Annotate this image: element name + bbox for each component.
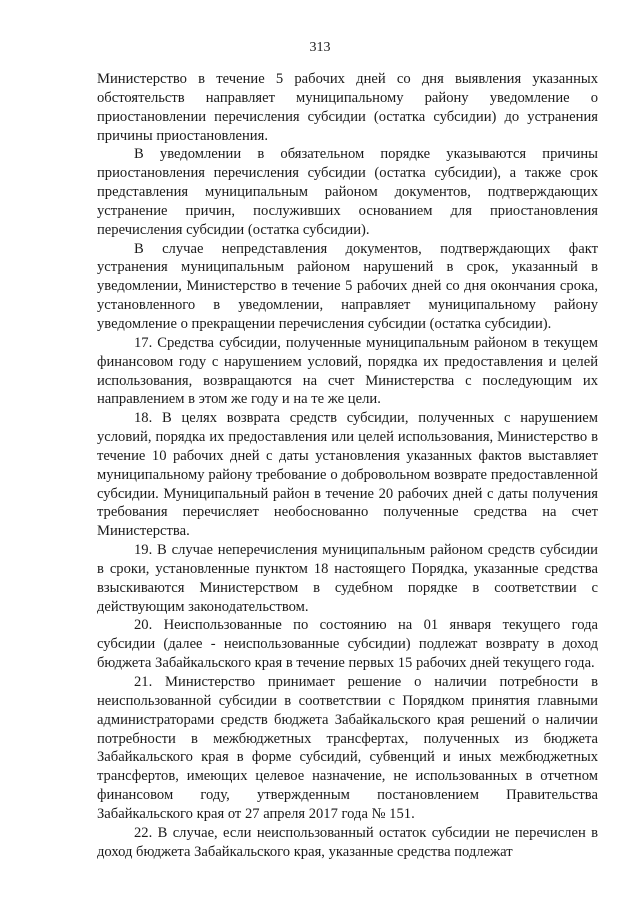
page-number: 313 <box>309 40 331 55</box>
paragraph-termination-notice: В случае непредставления документов, подтверждающих факт устранения муниципальным районом нарушений в срок, указанный в уведомлении, Министерство в течение 5 рабочих дней со дня окончания срока, установленного в уведомлении, направляет муниципальному району уведомление о прекращении перечисления субсидии (остатка субсидии). <box>97 240 598 332</box>
paragraph-item-17: 17. Средства субсидии, полученные муниципальным районом в текущем финансовом году с нарушением условий, порядка их предоставления и целей использования, возвращаются на счет Министерства с последующим их направлением в этом же году и на те же цели. <box>97 334 598 408</box>
paragraph-item-18: 18. В целях возврата средств субсидии, полученных с нарушением условий, порядка их предоставления или целей использования, Министерство в течение 10 рабочих дней с даты установления указанных фактов выставляет муниципальному району требование о добровольном возврате предоставленной субсидии. Муниципальный район в течение 20 рабочих дней с даты получения требования перечисляет необоснованно полученные средства на счет Министерства. <box>97 410 598 540</box>
paragraph-item-21: 21. Министерство принимает решение о наличии потребности в неиспользованной субсидии в соответствии с Порядком принятия главными администраторами средств бюджета Забайкальского края решений о наличии потребности в межбюджетных трансфертах, полученных из бюджета Забайкальского края в форме субсидий, субвенций и иных межбюджетных трансфертов, имеющих целевое назначение, не использованных в отчетном финансовом году, утвержденным постановлением Правительства Забайкальского края от 27 апреля 2017 года № 151. <box>97 674 598 822</box>
paragraph-item-19: 19. В случае неперечисления муниципальным районом средств субсидии в сроки, установленные пунктом 18 настоящего Порядка, указанные средства взыскиваются Министерством в судебном порядке в соответствии с действующим законодательством. <box>97 542 598 615</box>
document-body <box>97 70 598 861</box>
paragraph-item-22: 22. В случае, если неиспользованный остаток субсидии не перечислен в доход бюджета Забайкальского края, указанные средства подлежат <box>97 824 598 860</box>
paragraph-item-20: 20. Неиспользованные по состоянию на 01 января текущего года субсидии (далее - неиспользованные субсидии) подлежат возврату в доход бюджета Забайкальского края в течение первых 15 рабочих дней текущего года. <box>97 617 598 672</box>
paragraph-notification-contents: В уведомлении в обязательном порядке указываются причины приостановления перечисления субсидии (остатка субсидии), а также срок представления муниципальным районом документов, подтверждающих устранение причин, послуживших основанием для приостановления перечисления субсидии (остатка субсидии). <box>97 146 598 238</box>
paragraph-ministry-notification: Министерство в течение 5 рабочих дней со дня выявления указанных обстоятельств направляет муниципальному району уведомление о приостановлении перечисления субсидии (остатка субсидии) до устранения причины приостановления. <box>97 71 598 144</box>
